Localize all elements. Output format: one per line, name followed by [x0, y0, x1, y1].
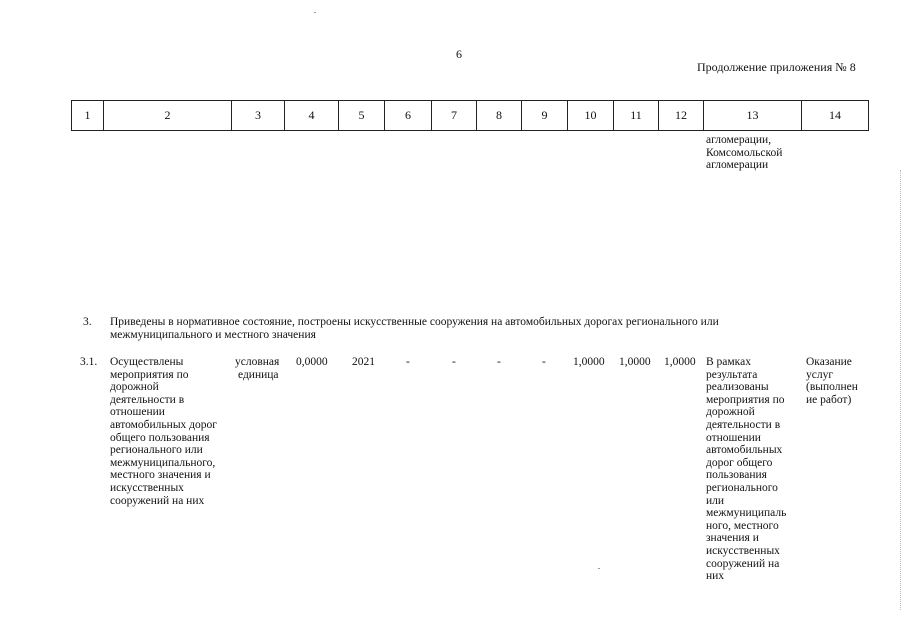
unit-of-measure: условная единица [235, 356, 280, 381]
header-cell: 14 [802, 101, 869, 131]
section-title: Приведены в нормативное состояние, построены искусственные сооружения на автомобильных дорогах регионального или межмуниципального и местного значения [110, 316, 719, 341]
value-col11: 1,0000 [619, 356, 651, 368]
value-col9: - [542, 356, 546, 368]
row-name: Осуществлены мероприятия по дорожной деятельности в отношении автомобильных дорог общего пользования регионального или межмуниципального, местного значения и искусственных сооружений на них [110, 356, 217, 507]
scan-edge-line [900, 170, 901, 610]
value-col12: 1,0000 [664, 356, 696, 368]
header-cell: 4 [285, 101, 339, 131]
scan-speck [314, 12, 316, 13]
column-number-header [71, 100, 869, 131]
result-type: Оказание услуг (выполнен ие работ) [806, 356, 858, 406]
result-description: В рамках результата реализованы мероприятия по дорожной деятельности в отношении автомобильных дорог общего пользования регионального или межмуниципаль ного, местного значения и искусственных сооружений на них [706, 356, 787, 583]
carryover-col13: агломерации, Комсомольской агломерации [706, 134, 783, 172]
header-cell: 8 [477, 101, 522, 131]
scan-speck [598, 568, 600, 569]
header-cell: 1 [72, 101, 104, 131]
header-cell: 7 [432, 101, 477, 131]
header-cell: 9 [522, 101, 568, 131]
header-cell: 12 [659, 101, 704, 131]
value-col8: - [497, 356, 501, 368]
header-cell: 6 [385, 101, 432, 131]
value-col6: - [406, 356, 410, 368]
section-number: 3. [83, 316, 92, 328]
value-col7: - [452, 356, 456, 368]
header-cell: 2 [104, 101, 232, 131]
base-value: 0,0000 [296, 356, 328, 368]
row-number: 3.1. [80, 356, 98, 368]
header-cell: 13 [704, 101, 802, 131]
page-number: 6 [456, 47, 462, 61]
value-col10: 1,0000 [573, 356, 605, 368]
header-cell: 10 [568, 101, 614, 131]
header-cell: 5 [339, 101, 385, 131]
header-cell: 3 [232, 101, 285, 131]
header-cell: 11 [614, 101, 659, 131]
base-year: 2021 [352, 356, 375, 368]
appendix-continuation-title: Продолжение приложения № 8 [697, 60, 856, 74]
